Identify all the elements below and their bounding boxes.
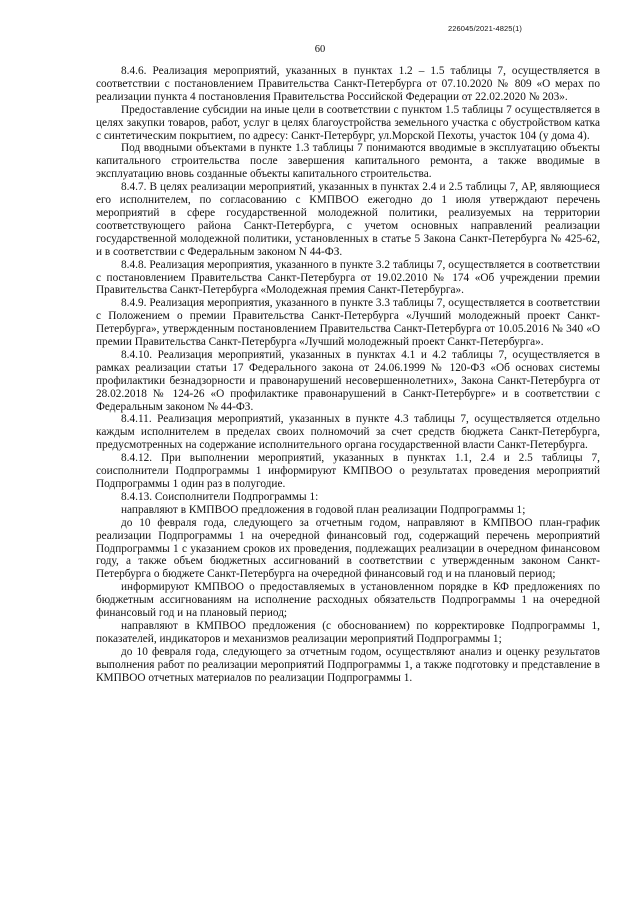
paragraph: до 10 февраля года, следующего за отчетным годом, направляют в КМПВОО план-график реализации Подпрограммы 1 на очередной финансовый год, содержащий перечень мероприятий Подпрограммы 1 с указанием сроков их проведения, подлежащих реализации в очередном финансовом году, а также объем бюджетных ассигнований в соответствии с утвержденным законом Санкт-Петербурга о бюджете Санкт-Петербурга на очередной финансовый год и на плановый период; xyxy=(96,516,600,581)
document-id: 226045/2021-4825(1) xyxy=(447,24,522,33)
paragraph: направляют в КМПВОО предложения в годовой план реализации Подпрограммы 1; xyxy=(121,503,526,516)
paragraph: 8.4.9. Реализация мероприятия, указанного в пункте 3.3 таблицы 7, осуществляется в соответствии с Положением о премии Правительства Санкт-Петербурга «Лучший молодежный проект Санкт-Петербурга», утвержденным постановлением Правительства Санкт-Петербурга от 10.05.2016 № 340 «О премии Правительства Санкт-Петербурга «Лучший молодежный проект Санкт-Петербурга». xyxy=(96,297,600,349)
paragraph: 8.4.7. В целях реализации мероприятий, указанных в пунктах 2.4 и 2.5 таблицы 7, АР, являющиеся его исполнителем, по согласованию с КМПВОО ежегодно до 1 июля утверждают перечень мероприятий в сфере государственной молодежной политики, реализуемых на территории соответствующего района Санкт-Петербурга, с учетом основных направлений реализации государственной молодежной политики, установленных в статье 5 Закона Санкт-Петербурга № 425-62, и в соответствии с Федеральным законом N 44-ФЗ. xyxy=(96,181,600,258)
page-number: 60 xyxy=(314,44,326,55)
paragraph: Под вводными объектами в пункте 1.3 таблицы 7 понимаются вводимые в эксплуатацию объекты капитального строительства после завершения капитального ремонта, а также вводимые в эксплуатацию вновь созданные объекты капитального строительства. xyxy=(96,142,600,181)
paragraph: направляют в КМПВОО предложения (с обоснованием) по корректировке Подпрограммы 1, показателей, индикаторов и механизмов реализации мероприятий Подпрограммы 1; xyxy=(96,619,600,645)
paragraph: 8.4.13. Соисполнители Подпрограммы 1: xyxy=(121,490,319,503)
paragraph: 8.4.6. Реализация мероприятий, указанных в пунктах 1.2 – 1.5 таблицы 7, осуществляется в соответствии с постановлением Правительства Санкт-Петербурга от 07.10.2020 № 809 «О мерах по реализации пункта 4 постановления Правительства Российской Федерации от 22.02.2020 № 203». xyxy=(96,65,600,103)
paragraph: до 10 февраля года, следующего за отчетным годом, осуществляют анализ и оценку результатов выполнения работ по реализации мероприятий Подпрограммы 1, а также подготовку и представление в КМПВОО отчетных материалов по реализации Подпрограммы 1. xyxy=(96,645,600,684)
paragraph: Предоставление субсидии на иные цели в соответствии с пунктом 1.5 таблицы 7 осуществляется в целях закупки товаров, работ, услуг в целях благоустройства земельного участка с обустройством катка с синтетическим покрытием, по адресу: Санкт-Петербург, ул.Морской Пехоты, участок 104 (у дома 4). xyxy=(96,103,600,142)
paragraph: 8.4.8. Реализация мероприятия, указанного в пункте 3.2 таблицы 7, осуществляется в соответствии с постановлением Правительства Санкт-Петербурга от 19.02.2010 № 174 «Об учреждении премии Правительства Санкт-Петербурга «Молодежная премия Санкт-Петербурга». xyxy=(96,258,600,297)
paragraph: 8.4.12. При выполнении мероприятий, указанных в пунктах 1.1, 2.4 и 2.5 таблицы 7, соисполнители Подпрограммы 1 информируют КМПВОО о результатах проведения мероприятий Подпрограммы 1 один раз в полугодие. xyxy=(96,452,600,490)
paragraph: 8.4.11. Реализация мероприятий, указанных в пункте 4.3 таблицы 7, осуществляется отдельно каждым исполнителем в пределах своих полномочий за счет средств бюджета Санкт-Петербурга, предусмотренных на содержание исполнительного органа государственной власти Санкт-Петербурга. xyxy=(96,413,600,452)
paragraph: информируют КМПВОО о предоставляемых в установленном порядке в КФ предложениях по бюджетным ассигнованиям на исполнение расходных обязательств Подпрограммы 1 на очередной финансовый год и на плановый период; xyxy=(96,581,600,620)
document-body xyxy=(96,65,600,685)
paragraph: 8.4.10. Реализация мероприятий, указанных в пунктах 4.1 и 4.2 таблицы 7, осуществляется в рамках реализации статьи 17 Федерального закона от 24.06.1999 № 120-ФЗ «Об основах системы профилактики безнадзорности и правонарушений несовершеннолетних», Закона Санкт-Петербурга от 28.02.2018 № 124-26 «О профилактике правонарушений в Санкт-Петербурге» и в соответствии с Федеральным законом № 44-ФЗ. xyxy=(96,348,600,413)
